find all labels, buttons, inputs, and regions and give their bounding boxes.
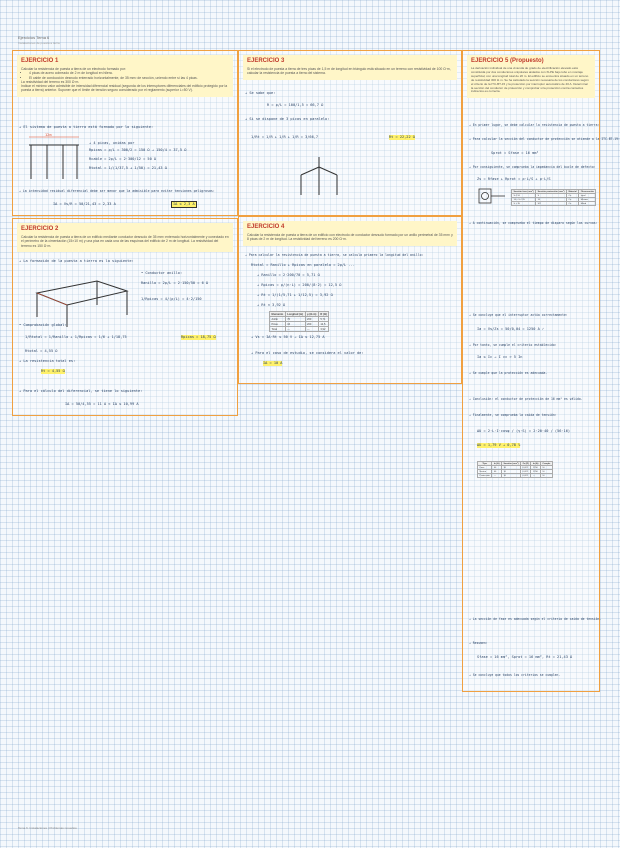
ex4-table-header: ρ (Ω·m): [307, 312, 317, 316]
ex5-note-11: → Conclusión: el conductor de protección de 16 mm² es válido.: [469, 397, 583, 401]
ex5-table-2-cell: Fase: [478, 466, 492, 470]
exercise-2-statement-box: [17, 223, 233, 252]
ex1-note-4: Rtotal = 1/(1/37,5 + 1/50) = 21,43 Ω: [89, 166, 167, 170]
ex5-note-6: → Se concluye que el interruptor actúa correctamente:: [469, 313, 568, 317]
ex2-note-4: Rpicas = 18,75 Ω: [181, 335, 216, 339]
ex5-table-2-cell: 40: [492, 470, 502, 474]
ex2-note-10: → Para el cálculo del diferencial, se tiene lo siguiente:: [19, 389, 143, 393]
ex5-table-1-cell: S ≤ 16: [512, 194, 536, 198]
ex5-table-2-cell: 16: [501, 470, 520, 474]
ex3-note-4: Rt = 22,22 Ω: [389, 135, 415, 139]
exercise-3-card: [238, 50, 462, 216]
ex1-note-3: Rcable = 2ρ/L = 2·300/12 = 50 Ω: [89, 157, 157, 161]
ex5-table-2-cell: 0,022: [521, 466, 531, 470]
ex5-table-1-cell: Igual: [579, 194, 596, 198]
ex5-table-1-header: Material: [568, 190, 577, 193]
ex5-note-12: → Finalmente, se comprueba la caída de tensión:: [469, 413, 557, 417]
ex4-note-3: → Rpicas = ρ/(n·L) = 200/(8·2) = 12,5 Ω: [257, 283, 342, 287]
ex5-table-2-cell: 16: [501, 466, 520, 470]
exercise-3-title: EJERCICIO 3: [247, 58, 285, 64]
exercise-4-card: [238, 216, 462, 384]
exercise-1-statement-box: [17, 55, 233, 97]
ex5-table-1-row: [512, 202, 596, 206]
ex5-table-1-cell: 16: [536, 198, 567, 202]
ex4-table-cell: —: [285, 327, 305, 332]
exercise-4-statement: Calcular la resistencia de puesta a tierra de un edificio con electrodo de conductor desnudo formado por un anillo perimetral de 35 mm² y 8 picas de 2 m de longitud. La resistividad del terreno es 200 Ω·m.: [247, 233, 453, 242]
ex5-note-9: Ia ≤ Ic → I cc > 5 In: [477, 355, 523, 359]
ex4-note-7: → Para el caso de estudio, se considera el valor de:: [251, 351, 364, 355]
ex5-table-2-header: Sección (mm²): [503, 462, 519, 465]
page-subtitle: Instalaciones de puesta a tierra: [18, 41, 60, 45]
ex1-electrode-sketch: [23, 133, 85, 183]
ex4-table-cell: 3,92: [318, 327, 328, 332]
ex5-note-8: → Por tanto, se cumple el criterio establecido:: [469, 343, 557, 347]
ex2-note-8: → La resistencia total es:: [19, 359, 76, 363]
exercise-5-statement-box: [467, 55, 595, 98]
ex4-table-cell: Total: [270, 327, 286, 332]
ex4-table-cell: 5,71: [318, 317, 328, 322]
exercise-2-statement: Calcular la resistencia de puesta a tierra de un edificio mediante conductor desnudo de 35 mm² enterrado horizontalmente y conectado en el perímetro de la cimentación (15×10 m) y una pica en cada una de las esquinas del edificio de 2 m de longitud. La resistividad del terreno es 150 Ω·m.: [21, 235, 229, 248]
ex5-table-2-header: Ia (A): [532, 462, 539, 465]
exercise-4-title: EJERCICIO 4: [247, 224, 285, 230]
ex5-table-1-cell: S > 35: [512, 202, 536, 206]
ex4-note-4: → Rt = 1/(1/5,71 + 1/12,5) = 3,92 Ω: [257, 293, 333, 297]
ex5-table-1-cell: Cu: [566, 198, 578, 202]
exercise-5-card: [462, 50, 620, 692]
ex5-table-2-cell: Protección: [479, 474, 490, 477]
ex5-table-2-cell: —: [492, 474, 502, 478]
ex5-note-14: ∆U = 1,79 V → 0,78 %: [477, 443, 521, 447]
exercise-5-title: EJERCICIO 5 (Propuesto): [471, 58, 544, 64]
ex5-note-15: → La sección de fase es adecuada según el criterio de caída de tensión.: [469, 617, 602, 621]
ex4-table-cell: Picas: [270, 322, 286, 327]
ex5-note-7: Ia = Vs/Zs = 50/0,04 = 1250 A ✓: [477, 327, 545, 331]
ex2-note-6: 1/Rtotal = 1/Ranillo + 1/Rpicas = 1/6 + 1/18,75: [25, 335, 127, 339]
exercise-1-statement: Calcular la resistencia de puesta a tierra de un electrodo formado por: • 4 picas de acero cobreado de 2 m de longitud en hilera. • El cable de conducción desnudo enterrado horizontalmente, de 35 mm² de sección, uniendo entre sí las 4 picas. La resistividad del terreno es 300 Ω·m. Indicar el mínimo valor admisible de intensidad diferencial residual (segunda de los interruptores diferenciales del edificio protegido por la puesta a tierra) anterior. Suponer que el límite de tensión seguro considerado por el reglamento (superior L=50 V).: [21, 67, 229, 93]
ex5-note-4: Zs = Rfase + Rprot = ρ·L/S + ρ·L/S: [477, 177, 551, 181]
ex5-table-1-cell: 16 < S ≤ 35: [512, 198, 536, 202]
ex2-note-5: • Comprobación global:: [19, 323, 67, 327]
ex2-note-7: Rtotal = 4,55 Ω: [25, 349, 58, 353]
ex4-table-header: R (Ω): [320, 312, 327, 316]
ex5-table-2-header: Tipo: [478, 462, 492, 466]
ex4-table-cell: 16: [285, 322, 305, 327]
ex1-note-1: → 4 picas, unidas por: [89, 141, 135, 145]
ex5-table-2-cell: —: [531, 474, 540, 478]
ex1-note-6: I∆ = Vs/R = 50/21,43 = 2,33 A: [53, 202, 116, 206]
ex1-note-5: → La intensidad residual diferencial debe ser menor que la admisible para evitar tensiones peligrosas:: [19, 189, 215, 193]
ex4-note-0: → Para calcular la resistencia de puesta a tierra, se calcula primero la longitud del anillo:: [245, 253, 424, 257]
ex5-table-2: [477, 461, 553, 478]
ex5-table-2-header: Cumple: [542, 462, 551, 465]
ex4-table-cell: 12,5: [318, 322, 328, 327]
ex3-note-1: R = ρ/L = 100/1,5 = 66,7 Ω: [267, 103, 324, 107]
ex5-note-13: ∆U = 2·L·I·cosφ / (γ·S) = 2·20·40 / (56·16): [477, 429, 571, 433]
ex1-note-0: → El sistema de puesta a tierra está formado por lo siguiente:: [19, 125, 154, 129]
ex5-note-10: → Se cumple que la protección es adecuada.: [469, 371, 548, 375]
ex5-table-1: [511, 189, 596, 206]
ex4-note-8: I∆ = 10 A: [263, 361, 283, 365]
exercise-5-statement: La derivación individual de una vivienda de grado de electrificación elevado está constituida por dos conductores unipolares aislados con XLPE bajo tubo en montaje superficial, con una longitud total de 20 m. El edificio se encuentra situado en un terreno de resistividad 300 Ω·m. Se ha calculado la sección necesaria de los conductores según el criterio de la ITC-BT-15 y la protección por interruptor automático de 40 A. Determinar la sección del conductor de protección y comprobar si la protección contra contactos indirectos es correcta.: [471, 66, 589, 94]
ex5-table-1-cell: S/2: [536, 202, 567, 206]
ex4-table-cell: 200: [305, 317, 318, 322]
ex5-bucle-sketch: [477, 185, 507, 207]
ex5-table-2-row: [478, 474, 553, 478]
ex4-table: [269, 311, 329, 332]
ex5-note-0: → En primer lugar, se debe calcular la resistencia de puesta a tierra:: [469, 123, 600, 127]
ex1-note-2: Rpicas = ρ/L = 300/2 = 150 Ω → 150/4 = 37,5 Ω: [89, 148, 187, 152]
ex5-note-1: → Para calcular la sección del conductor de protección se atiende a la ITC-BT-19:: [469, 137, 620, 141]
page-footer: Tema 6. Instalaciones | Problemas resueltos: [18, 826, 77, 830]
ex2-note-1: • Conductor anillo:: [141, 271, 183, 275]
exercise-1-title: EJERCICIO 1: [21, 58, 59, 64]
ex4-table-cell: 200: [305, 322, 318, 327]
ex5-table-2-cell: 16: [501, 474, 520, 478]
exercise-3-statement: Si el electrodo de puesta a tierra de tres picas de 1,5 m de longitud en triángulo está situado en un terreno con resistividad de 100 Ω·m, calcular la resistencia de puesta a tierra del sistema.: [247, 67, 451, 76]
exercise-1-card: [12, 50, 238, 216]
ex4-note-1: Rtotal = Ranillo + Rpicas en paralelo = 2ρ/L ...: [251, 263, 355, 267]
ex2-note-2: Ranillo = 2ρ/L = 2·150/50 = 6 Ω: [141, 281, 209, 285]
ex3-note-0: → Se sabe que:: [245, 91, 276, 95]
ex2-note-9: Rt = 4,55 Ω: [41, 369, 65, 373]
ex5-table-1-cell: Mitad: [579, 202, 596, 206]
ex5-table-2-cell: 1250: [531, 466, 540, 470]
ex5-table-1-header: Observación: [580, 190, 594, 193]
ex5-note-3: → Por consiguiente, se comprueba la impedancia del bucle de defecto:: [469, 165, 596, 169]
ex4-note-6: → Vs = I∆·Rt ≤ 50 V → I∆ ≤ 12,75 A: [251, 335, 325, 339]
ex1-result: I∆ ≤ 2,3 A: [173, 202, 195, 206]
ex1-dim-label: 12m: [45, 133, 52, 137]
exercise-2-card: [12, 218, 238, 416]
ex4-table-cell: Anillo: [270, 317, 286, 322]
ex4-table-cell: 70: [285, 317, 305, 322]
ex5-table-2-cell: Sí: [540, 470, 552, 474]
ex5-note-17: Sfase = 16 mm², Sprot = 16 mm², Rt = 21,43 Ω: [477, 655, 573, 659]
ex2-note-3: 1/Rpicas = 4/(ρ/L) = 4·2/150: [141, 297, 202, 301]
ex2-building-sketch: [27, 271, 137, 329]
ex5-note-18: → Se concluye que todos los criterios se cumplen.: [469, 673, 561, 677]
ex2-note-11: I∆ = 50/4,55 = 11 A ≈ I∆ ≤ 10,99 A: [65, 402, 139, 406]
ex5-table-1-cell: Cu: [566, 202, 578, 206]
ex4-table-cell: —: [305, 327, 318, 332]
ex5-table-2-header: In (A): [493, 462, 500, 465]
ex5-table-1-header: Sección protección (mm²): [537, 190, 565, 193]
exercise-4-statement-box: [243, 221, 457, 246]
ex4-table-header: Longitud (m): [287, 312, 304, 316]
ex5-note-2: Sprot = Sfase = 16 mm²: [491, 151, 539, 155]
ex5-table-2-cell: 40: [492, 466, 502, 470]
exercise-3-statement-box: [243, 55, 457, 80]
ex5-table-1-header: Sección fase (mm²): [513, 190, 534, 193]
ex3-picas-sketch: [291, 153, 347, 197]
ex4-note-5: → Rt ≈ 3,92 Ω: [257, 303, 286, 307]
ex5-table-1-cell: S: [536, 194, 567, 198]
ex4-table-row: [270, 327, 329, 332]
page-title: Ejercicios Tema 6: [18, 35, 50, 40]
ex5-table-1-cell: Mínimo: [579, 198, 596, 202]
ex5-table-2-cell: 1250: [531, 470, 540, 474]
ex5-note-5: → A continuación, se comprueba el tiempo de disparo según las curvas:: [469, 221, 598, 225]
ex3-note-2: → Si se dispone de 3 picas en paralelo:: [245, 117, 330, 121]
ex4-note-2: → Ranillo = 2·200/70 = 5,71 Ω: [257, 273, 320, 277]
ex4-table-header: Elemento: [271, 312, 284, 316]
ex5-table-2-cell: Neutro: [478, 470, 492, 474]
ex5-table-2-cell: 0,022: [521, 474, 531, 478]
ex5-table-2-cell: Sí: [540, 466, 552, 470]
ex5-table-2-header: Zs (Ω): [522, 462, 529, 465]
ex5-table-2-cell: 0,022: [521, 470, 531, 474]
ex2-note-0: → La formación de la puesta a tierra es la siguiente:: [19, 259, 134, 263]
ex3-note-3: 1/Rt = 1/R + 1/R + 1/R = 3/66,7: [251, 135, 319, 139]
ex5-table-2-cell: Sí: [540, 474, 552, 478]
ex5-note-16: → Resumen:: [469, 641, 488, 645]
ex5-table-1-cell: Cu: [566, 194, 578, 198]
exercise-2-title: EJERCICIO 2: [21, 226, 59, 232]
